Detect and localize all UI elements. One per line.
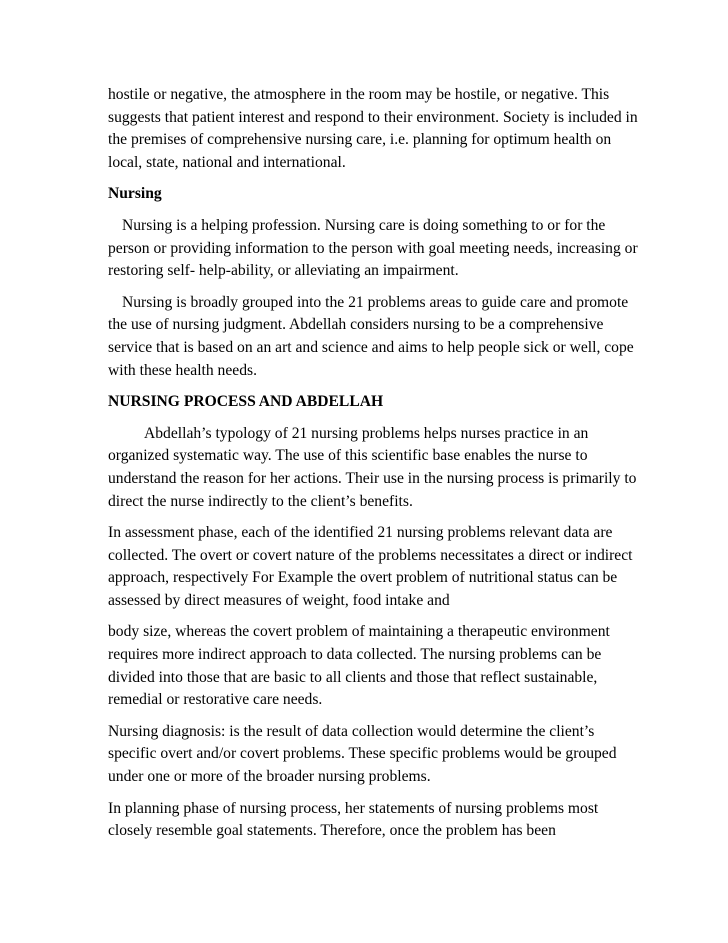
paragraph-planning-phase: In planning phase of nursing process, her statements of nursing problems most closely resemble goal statements. Therefore, once the problem has been bbox=[108, 799, 599, 840]
paragraph-assessment-phase: In assessment phase, each of the identified 21 nursing problems relevant data are collected. The overt or covert nature of the problems necessitates a direct or indirect approach, respectively For Example the overt problem of nutritional status can be assessed by direct measures of weight, food intake and bbox=[108, 524, 633, 609]
heading-nursing: Nursing bbox=[108, 185, 162, 203]
paragraph-covert-problems: body size, whereas the covert problem of maintaining a therapeutic environment requires more indirect approach to data collected. The nursing problems can be divided into those that are basic to all clients and those that reflect sustainable, remedial or restorative care needs. bbox=[108, 623, 610, 709]
paragraph-typology: Abdellah’s typology of 21 nursing problems helps nurses practice in an organized systematic way. The use of this scientific base enables the nurse to understand the reason for her actions. Their use in the nursing process is primarily to direct the nurse indirectly to the client’s benefits. bbox=[108, 424, 637, 510]
paragraph-environment: hostile or negative, the atmosphere in the room may be hostile, or negative. This suggests that patient interest and respond to their environment. Society is included in the premises of comprehensive nursing care, i.e. planning for optimum health on local, state, national and international. bbox=[108, 86, 638, 171]
paragraph-nursing-definition: Nursing is a helping profession. Nursing care is doing something to or for the person or providing information to the person with goal meeting needs, increasing or restoring self- help-ability, or alleviating an impairment. bbox=[108, 216, 638, 280]
heading-nursing-process: NURSING PROCESS AND ABDELLAH bbox=[108, 393, 384, 411]
document-body bbox=[108, 84, 643, 852]
paragraph-nursing-problem-areas: Nursing is broadly grouped into the 21 problems areas to guide care and promote the use of nursing judgment. Abdellah considers nursing to be a comprehensive service that is based on an art and science and aims to help people sick or well, cope with these health needs. bbox=[108, 293, 634, 379]
paragraph-nursing-diagnosis: Nursing diagnosis: is the result of data collection would determine the client’s specific overt and/or covert problems. These specific problems would be grouped under one or more of the broader nursing problems. bbox=[108, 722, 617, 786]
